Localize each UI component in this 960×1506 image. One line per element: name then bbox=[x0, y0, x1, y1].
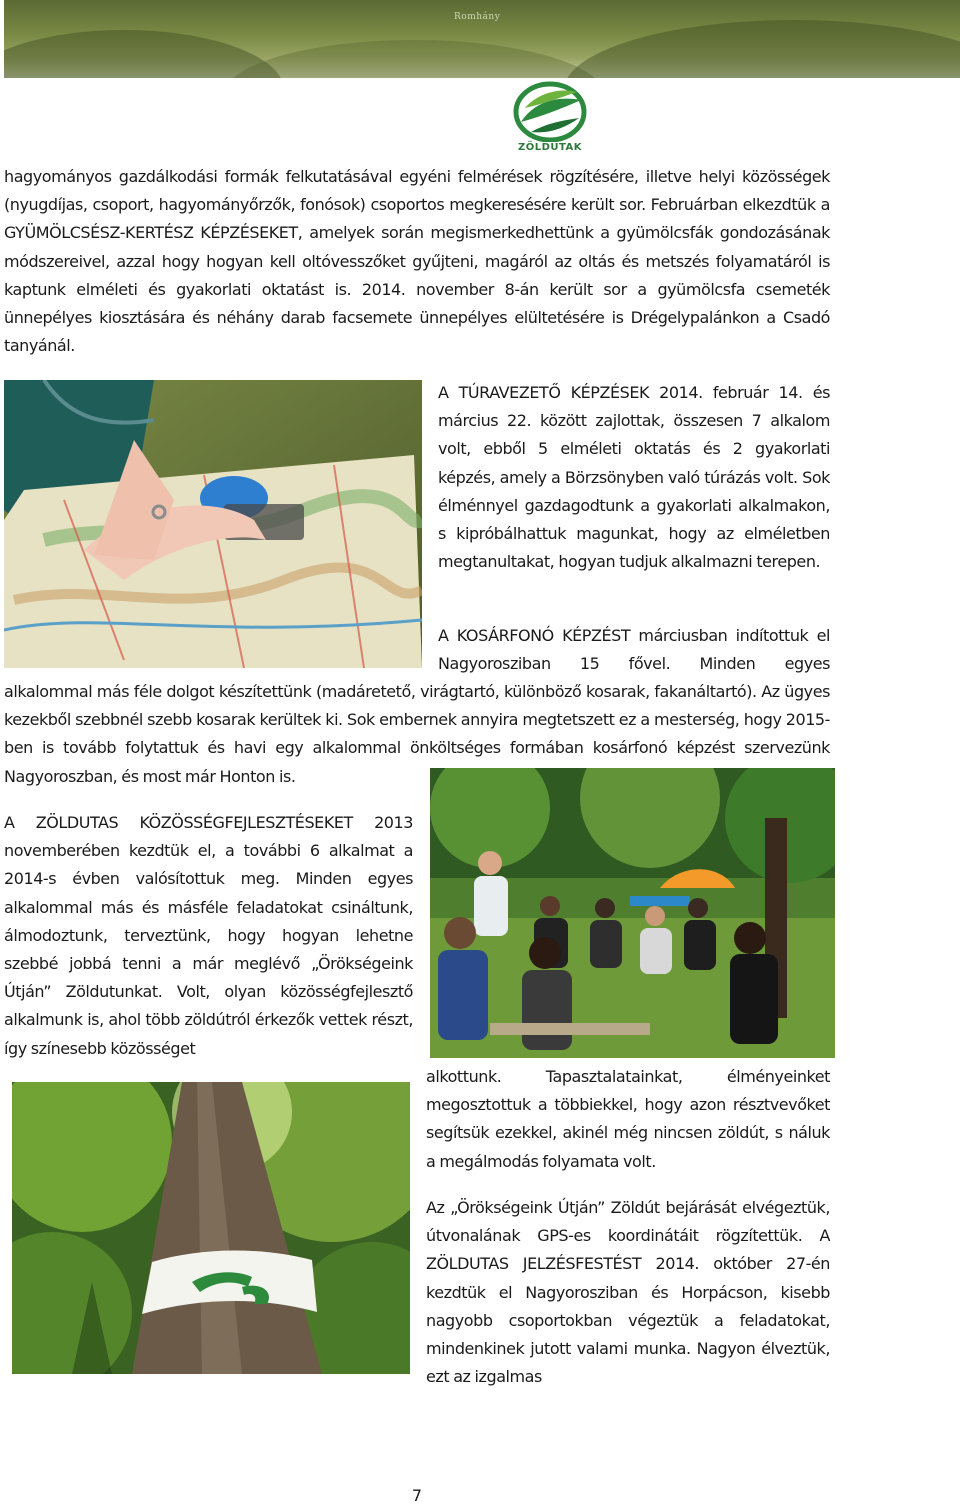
paragraph-kosarfono: alkalommal más féle dolgot készítettünk (madáretető, virágtartó, különböző kosarak, fakanáltartó). Az ügyes kezekből szebbnél szebb kosarak kerültek ki. Sok embernek annyira megtetszett ez a mesterség, hogy 2015-ben is tovább folytattuk és havi egy alkalommal önköltséges formában kosárfonó képzést szervezünk Nagyoroszban, és most már Honton is. bbox=[4, 682, 830, 786]
zoldutak-logo bbox=[505, 78, 595, 160]
photo-tree-trail-marker bbox=[12, 1082, 410, 1374]
photo-map-compass bbox=[4, 380, 422, 668]
leaf-logo-icon bbox=[505, 78, 595, 142]
logo-text: ZÖLDUTAK bbox=[517, 142, 583, 153]
header-banner-image bbox=[4, 0, 960, 78]
photo-community-group bbox=[430, 768, 835, 1058]
paragraph-jelzesfestes: Az „Örökségeink Útján” Zöldút bejárását elvégeztük, útvonalának GPS-es koordinátáit rögzítettük. A ZÖLDUTAS JELZÉSFESTÉST 2014. október 27-én kezdtük el Nagyorosziban és Horpácson, kisebb nagyobb csoportokban végeztük a feladatokat, mindenkinek jutott valami munka. Nagyon élveztük, ezt az izgalmas bbox=[426, 1198, 830, 1387]
paragraph-kosarfono-start: A KOSÁRFONÓ KÉPZÉST márciusban indítottuk el Nagyorosziban 15 fővel. Minden egyes bbox=[438, 626, 830, 674]
paragraph-kozossegfejlesztes-continued: alkottunk. Tapasztalatainkat, élményeinket megosztottuk a többiekkel, hogy azon résztvevőket segítsük ezekkel, akinél még nincsen zöldút, s náluk a megálmodás folyamata volt. bbox=[426, 1067, 830, 1171]
paragraph-kozossegfejlesztes: A ZÖLDUTAS KÖZÖSSÉGFEJLESZTÉSEKET 2013 novemberében kezdtük el, a további 6 alkalmat a 2014-s évben valósítottuk meg. Minden egyes alkalommal más és másféle feladatokat csináltunk, álmodoztunk, terveztünk, hogy hogyan lehetne szebbé jobbá tenni a már meglévő „Örökségeink Útján” Zöldutunkat. Volt, olyan közösségfejlesztő alkalmunk is, ahol több zöldútról érkezők vettek részt, így színesebb közösséget bbox=[4, 813, 413, 1058]
banner-label: Romhány bbox=[454, 12, 501, 22]
paragraph-turavezeto: A TÚRAVEZETŐ KÉPZÉSEK 2014. február 14. és március 22. között zajlottak, összesen 7 alkalom volt, ebből 5 elméleti oktatás és 2 gyakorlati képzés, amely a Börzsönyben való túrázás volt. Sok élménnyel gazdagodtunk a gyakorlati alkalmakon, s kipróbálhattuk magunkat, hogy az elméletben megtanultakat, hogyan tudjuk alkalmazni terepen. bbox=[438, 383, 830, 572]
paragraph-gyumolcsesz: hagyományos gazdálkodási formák felkutatásával egyéni felmérések rögzítésére, illetve helyi közösségek (nyugdíjas, csoport, hagyományőrzők, fonósok) csoportos megkeresésére került sor. Februárban elkezdtük a GYÜMÖLCSÉSZ-KERTÉSZ KÉPZÉSEKET, amelyek során megismerkedhettünk a gyümölcsfák gondozásának módszereivel, azzal hogy hogyan kell oltóvesszőket gyűjteni, magáról az oltás és metszés folyamatáról is kaptunk elméleti és gyakorlati oktatást is. 2014. november 8-án került sor a gyümölcsfa csemeték ünnepélyes kiosztására és néhány darab facsemete ünnepélyes elültetésére is Drégelypalánkon a Csadó tanyánál. bbox=[4, 167, 830, 356]
page-number: 7 bbox=[411, 1486, 423, 1505]
